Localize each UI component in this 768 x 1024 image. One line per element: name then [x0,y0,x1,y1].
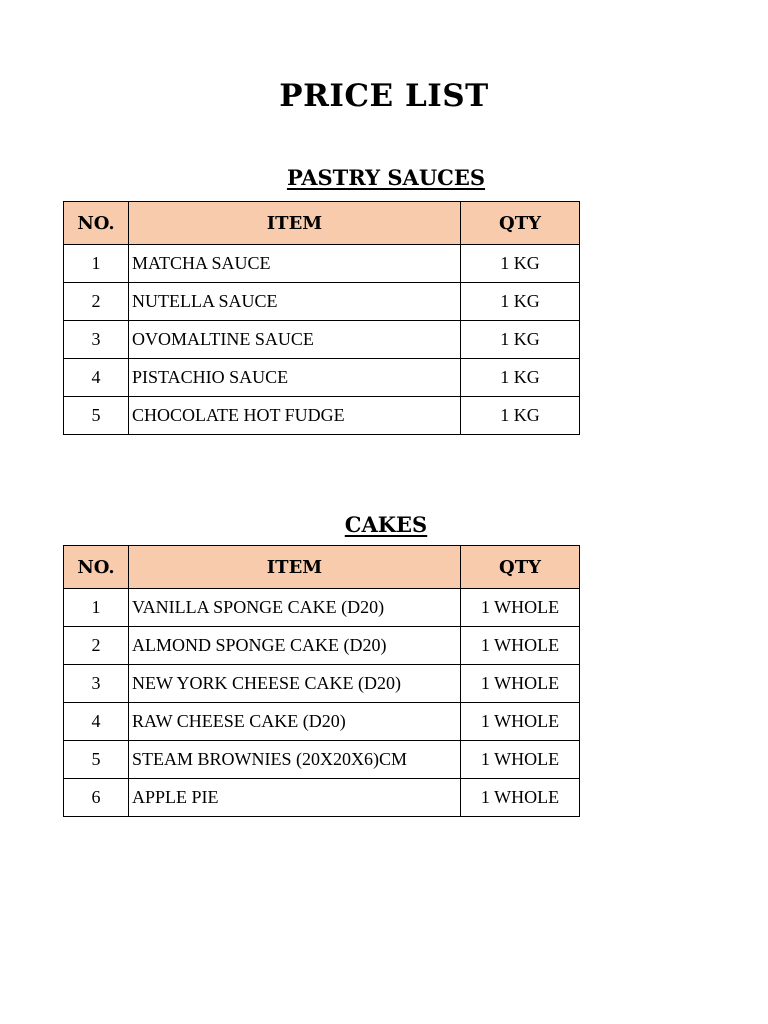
row-qty: 1 KG [461,397,580,435]
row-qty: 1 KG [461,321,580,359]
row-item: STEAM BROWNIES (20X20X6)CM [129,741,461,779]
row-no: 2 [64,283,129,321]
table-row [64,245,580,283]
row-item: ALMOND SPONGE CAKE (D20) [129,627,461,665]
row-item: NEW YORK CHEESE CAKE (D20) [129,665,461,703]
row-qty: 1 WHOLE [461,741,580,779]
table-row [64,359,580,397]
table-row [64,283,580,321]
table-header-row [64,546,580,589]
row-item: APPLE PIE [129,779,461,817]
row-item: MATCHA SAUCE [129,245,461,283]
table-row [64,741,580,779]
row-item: OVOMALTINE SAUCE [129,321,461,359]
header-item: ITEM [129,546,461,589]
row-qty: 1 KG [461,359,580,397]
row-no: 5 [64,741,129,779]
table-header-row [64,202,580,245]
row-qty: 1 WHOLE [461,627,580,665]
table-row [64,321,580,359]
table-row [64,397,580,435]
row-no: 6 [64,779,129,817]
row-item: VANILLA SPONGE CAKE (D20) [129,589,461,627]
row-item: RAW CHEESE CAKE (D20) [129,703,461,741]
row-no: 5 [64,397,129,435]
table-row [64,589,580,627]
row-qty: 1 WHOLE [461,665,580,703]
row-qty: 1 WHOLE [461,703,580,741]
row-qty: 1 KG [461,245,580,283]
header-no: NO. [64,202,129,245]
row-item: PISTACHIO SAUCE [129,359,461,397]
row-qty: 1 WHOLE [461,779,580,817]
row-qty: 1 WHOLE [461,589,580,627]
row-no: 3 [64,321,129,359]
row-no: 1 [64,245,129,283]
header-item: ITEM [129,202,461,245]
table-row [64,627,580,665]
section-title-cakes: CAKES [344,512,428,537]
row-no: 2 [64,627,129,665]
row-item: NUTELLA SAUCE [129,283,461,321]
cakes-table [63,545,580,817]
table-row [64,703,580,741]
table-row [64,665,580,703]
row-no: 3 [64,665,129,703]
row-no: 4 [64,359,129,397]
header-qty: QTY [461,202,580,245]
header-qty: QTY [461,546,580,589]
table-row [64,779,580,817]
header-no: NO. [64,546,129,589]
section-title-pastry-sauces: PASTRY SAUCES [286,165,486,190]
row-no: 1 [64,589,129,627]
row-no: 4 [64,703,129,741]
pastry-sauces-table [63,201,580,435]
page-title: PRICE LIST [279,78,489,114]
row-item: CHOCOLATE HOT FUDGE [129,397,461,435]
row-qty: 1 KG [461,283,580,321]
